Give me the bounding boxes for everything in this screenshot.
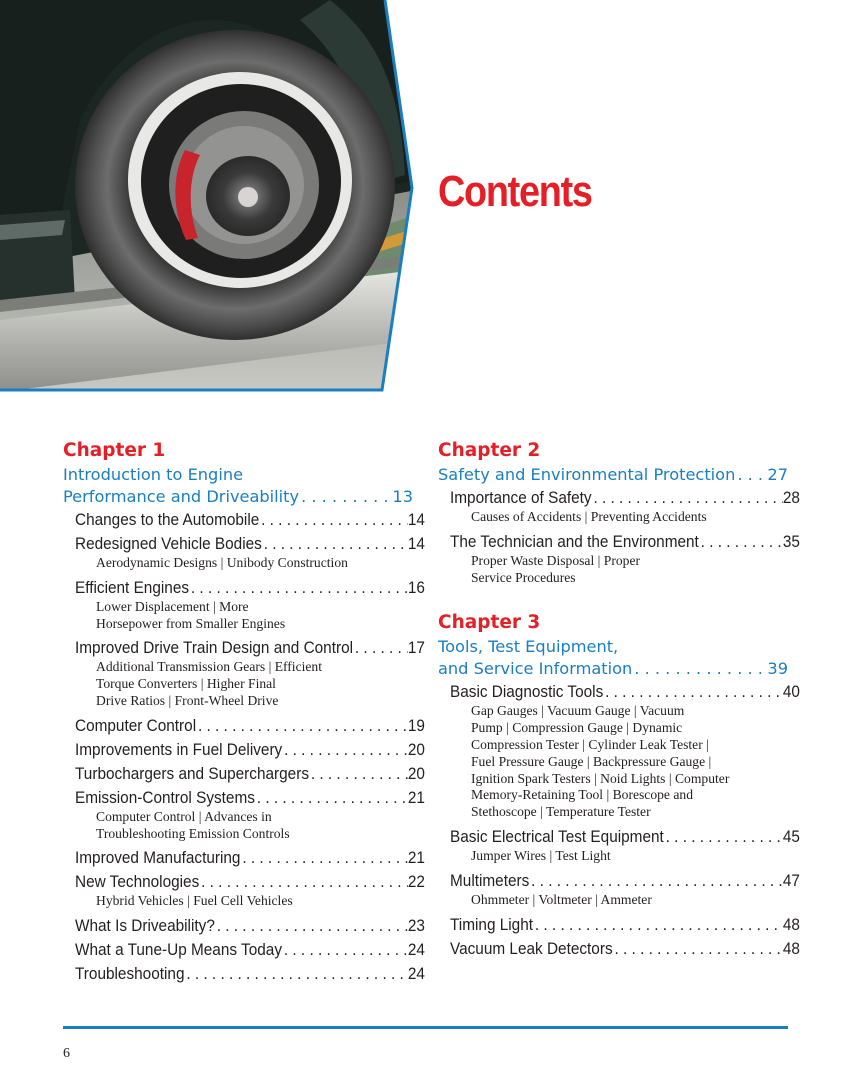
chapter-title-entry[interactable] — [63, 486, 413, 508]
subtopics — [96, 893, 413, 910]
toc-entry[interactable] — [75, 846, 425, 870]
chapter-1 — [63, 440, 425, 986]
entry-title: Multimeters — [450, 871, 530, 890]
page-title: Contents — [438, 167, 592, 216]
chapter-label: Chapter 2 — [438, 440, 541, 461]
dot-leader — [603, 680, 783, 704]
dot-leader — [184, 962, 407, 986]
dot-leader — [699, 530, 783, 554]
page-number: 21 — [407, 849, 425, 868]
toc-entry[interactable] — [75, 938, 425, 962]
chapter-title-entry[interactable] — [438, 658, 788, 680]
dot-leader — [533, 913, 783, 937]
subtopic-line: Computer Control | Advances in — [96, 808, 272, 824]
subtopics — [96, 555, 413, 572]
entry-title: Vacuum Leak Detectors — [450, 939, 613, 958]
toc-entry[interactable] — [75, 786, 425, 810]
page-number: 27 — [767, 465, 788, 484]
entry-title: Troubleshooting — [75, 965, 185, 984]
page-number: 40 — [782, 683, 800, 702]
toc-column-right — [438, 440, 800, 987]
entry-title: Basic Diagnostic Tools — [450, 683, 604, 702]
page-number: 24 — [407, 941, 425, 960]
chapter-label: Chapter 3 — [438, 612, 541, 634]
subtopic-line: Lower Displacement | More — [96, 598, 249, 614]
subtopics — [471, 848, 788, 865]
subtopic-line: Fuel Pressure Gauge | Backpressure Gauge | — [471, 753, 712, 769]
page-number: 48 — [782, 915, 800, 934]
page-number: 20 — [407, 740, 425, 759]
dot-leader — [592, 486, 783, 510]
entry-title: Emission-Control Systems — [75, 788, 255, 807]
dot-leader — [282, 738, 408, 762]
subtopics — [96, 809, 413, 843]
entry-title: What a Tune-Up Means Today — [75, 941, 282, 960]
subtopics — [96, 599, 413, 633]
toc-entry[interactable] — [450, 825, 800, 849]
page-number: 13 — [392, 487, 413, 506]
dot-leader — [240, 846, 407, 870]
subtopic-line: Hybrid Vehicles | Fuel Cell Vehicles — [96, 893, 293, 909]
dot-leader — [529, 869, 783, 893]
page-number: 17 — [407, 639, 425, 658]
chapter-title-line: and Service Information — [438, 659, 633, 679]
entry-title: Improvements in Fuel Delivery — [75, 740, 283, 759]
page-number: 28 — [782, 489, 800, 507]
subtopic-line: Drive Ratios | Front-Wheel Drive — [96, 692, 279, 708]
subtopic-line: Pump | Compression Gauge | Dynamic — [471, 720, 683, 736]
page-number: 48 — [782, 939, 800, 958]
dot-leader — [299, 486, 392, 508]
entry-title: Importance of Safety — [450, 489, 592, 507]
chapter-label: Chapter 1 — [63, 440, 166, 461]
toc-entry[interactable] — [450, 486, 800, 510]
dot-leader — [189, 576, 408, 600]
page-number: 16 — [407, 578, 425, 597]
dot-leader — [215, 914, 408, 938]
subtopic-line: Compression Tester | Cylinder Leak Tester | — [471, 736, 709, 752]
entry-title: Timing Light — [450, 915, 534, 934]
entry-title: Turbochargers and Superchargers — [75, 764, 309, 783]
toc-entry[interactable] — [450, 937, 800, 961]
footer-divider — [63, 1026, 788, 1029]
subtopic-line: Gap Gauges | Vacuum Gauge | Vacuum — [471, 703, 685, 719]
subtopic-line: Troubleshooting Emission Controls — [96, 825, 290, 841]
entry-title: Redesigned Vehicle Bodies — [75, 535, 262, 553]
chapter-title-line[interactable]: Introduction to Engine — [63, 465, 244, 484]
page-number: 19 — [407, 716, 425, 735]
entry-title: The Technician and the Environment — [450, 532, 699, 551]
dot-leader — [613, 937, 783, 961]
subtopic-line: Causes of Accidents | Preventing Accidents — [471, 509, 707, 524]
entry-title: Changes to the Automobile — [75, 511, 260, 529]
chapter-title-entry[interactable] — [438, 464, 788, 486]
car-wheel-illustration — [0, 0, 416, 392]
subtopic-line: Proper Waste Disposal | Proper — [471, 552, 641, 568]
dot-leader — [664, 825, 783, 849]
page-number: 47 — [782, 871, 800, 890]
toc-entry[interactable] — [75, 714, 425, 738]
toc-entry[interactable] — [75, 508, 425, 532]
subtopics — [96, 659, 413, 709]
toc-entry[interactable] — [75, 576, 425, 600]
dot-leader — [255, 786, 408, 810]
page-number: 22 — [407, 873, 425, 892]
chapter-2 — [438, 440, 800, 586]
subtopics — [471, 553, 788, 587]
chapter-title-line: Performance and Driveability — [63, 487, 300, 506]
toc-entry[interactable] — [450, 680, 800, 704]
subtopic-line: Aerodynamic Designs | Unibody Construction — [96, 555, 348, 570]
subtopic-line: Torque Converters | Higher Final — [96, 676, 276, 692]
dot-leader — [196, 714, 408, 738]
dot-leader — [282, 938, 408, 962]
subtopic-line: Memory-Retaining Tool | Borescope and — [471, 787, 693, 803]
toc-entry[interactable] — [75, 738, 425, 762]
toc-entry[interactable] — [75, 962, 425, 986]
subtopics — [471, 509, 788, 526]
dot-leader — [735, 464, 767, 486]
dot-leader — [199, 870, 408, 894]
entry-title: New Technologies — [75, 873, 200, 892]
page-number: 20 — [407, 764, 425, 783]
subtopic-line: Ignition Spark Testers | Noid Lights | Computer — [471, 770, 730, 786]
entry-title: Efficient Engines — [75, 578, 190, 597]
dot-leader — [309, 762, 408, 786]
toc-entry[interactable] — [450, 913, 800, 937]
page-number: 14 — [407, 535, 425, 553]
entry-title: Computer Control — [75, 716, 197, 735]
page-number-footer: 6 — [63, 1046, 70, 1061]
page-number: 14 — [407, 511, 425, 529]
subtopics — [471, 892, 788, 909]
chapter-title-line: Safety and Environmental Protection — [438, 465, 736, 484]
subtopic-line: Jumper Wires | Test Light — [471, 847, 611, 863]
subtopic-line: Horsepower from Smaller Engines — [96, 615, 286, 631]
entry-title: What Is Driveability? — [75, 917, 215, 936]
entry-title: Basic Electrical Test Equipment — [450, 827, 664, 846]
subtopic-line: Ohmmeter | Voltmeter | Ammeter — [471, 891, 652, 907]
toc-entry[interactable] — [450, 869, 800, 893]
entry-title: Improved Drive Train Design and Control — [75, 639, 354, 658]
toc-entry[interactable] — [75, 914, 425, 938]
toc-entry[interactable] — [75, 636, 425, 660]
entry-title: Improved Manufacturing — [75, 849, 241, 868]
page-number: 45 — [782, 827, 800, 846]
page-number: 39 — [767, 659, 788, 679]
chapter-3 — [438, 612, 800, 960]
toc-entry[interactable] — [75, 870, 425, 894]
page-number: 23 — [407, 917, 425, 936]
dot-leader — [259, 508, 408, 532]
dot-leader — [262, 532, 408, 556]
toc-entry[interactable] — [75, 532, 425, 556]
toc-column-left — [63, 440, 425, 1012]
dot-leader — [353, 636, 408, 660]
hero-image — [0, 0, 416, 392]
subtopic-line: Additional Transmission Gears | Efficient — [96, 659, 322, 675]
page-number: 24 — [407, 965, 425, 984]
toc-entry[interactable] — [450, 530, 800, 554]
dot-leader — [632, 658, 767, 680]
subtopic-line: Service Procedures — [471, 569, 576, 585]
subtopics — [471, 703, 788, 821]
toc-entry[interactable] — [75, 762, 425, 786]
subtopic-line: Stethoscope | Temperature Tester — [471, 804, 651, 820]
page-number: 21 — [407, 788, 425, 807]
chapter-title-line[interactable]: Tools, Test Equipment, — [438, 637, 619, 657]
page-number: 35 — [782, 532, 800, 551]
